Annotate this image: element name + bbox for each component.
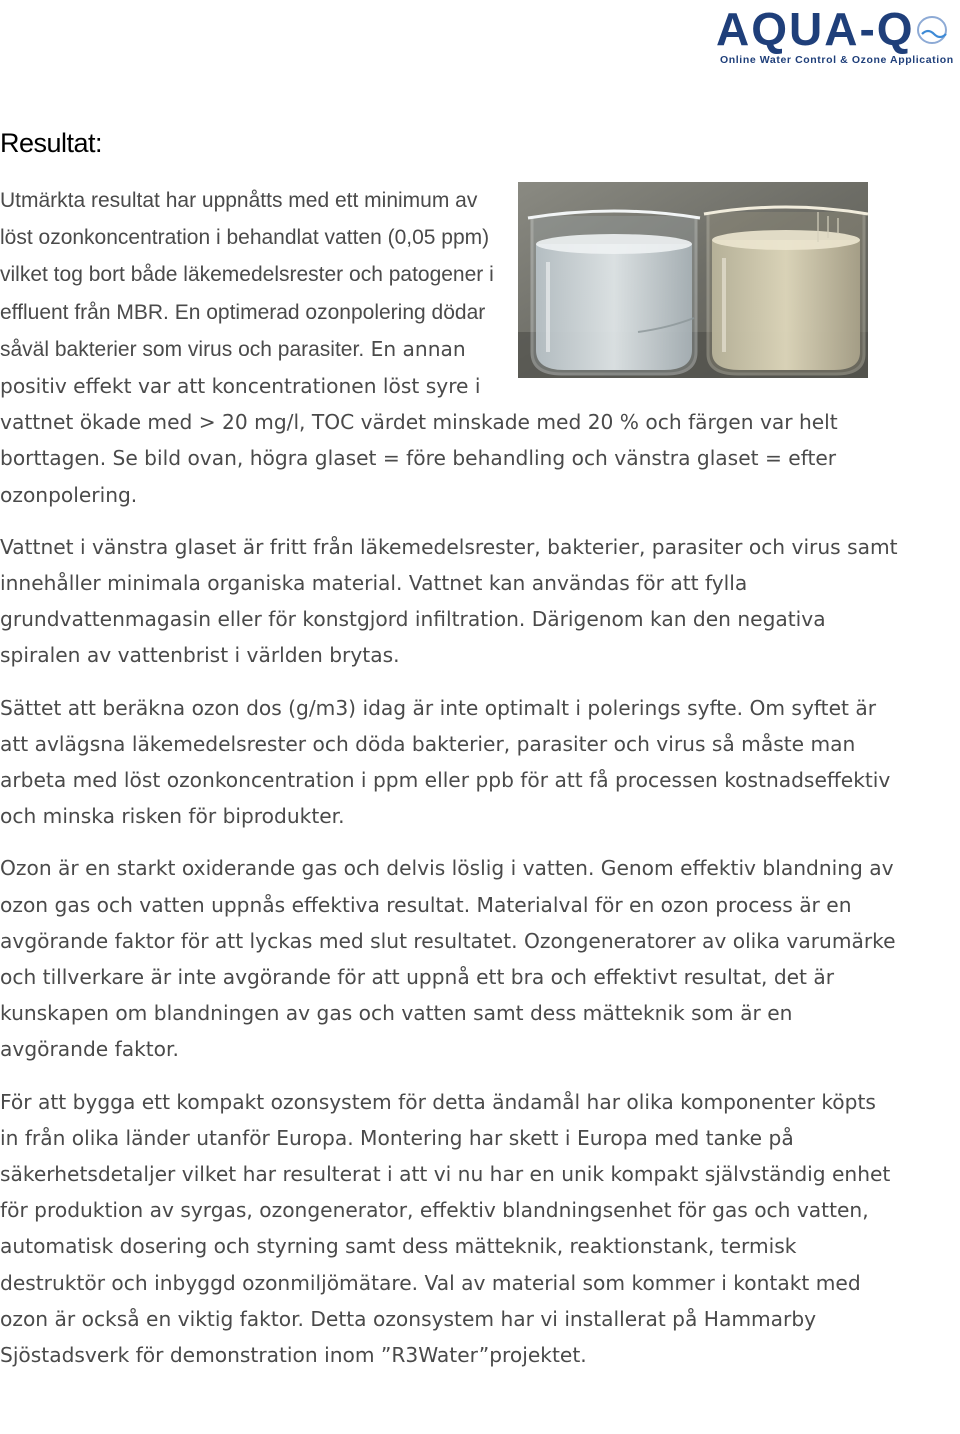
- paragraph-results: [0, 182, 900, 513]
- logo-tagline: Online Water Control & Ozone Application: [720, 54, 954, 66]
- aqua-q-logo: [716, 4, 956, 70]
- paragraph-compact-system: För att bygga ett kompakt ozonsystem för detta ändamål har olika komponenter köpts in från olika länder utanför Europa. Montering har skett i Europa med tanke på säkerhetsdetaljer vilket har resulterat i att vi nu har en unik kompakt självständig enhet för produktion av syrgas, ozongenerator, effektiv blandningsenhet för gas och vatten, automatisk dosering och styrning samt dess mätteknik, reaktionstank, termisk destruktör och inbyggd ozonmiljömätare. Val av material som kommer i kontakt med ozon är också en viktig faktor. Detta ozonsystem har vi installerat på Hammarby Sjöstadsverk för demonstration inom ”R3Water”projektet.: [0, 1089, 891, 1368]
- paragraph-ozone-dose: Sättet att beräkna ozon dos (g/m3) idag är inte optimalt i polerings syfte. Om syftet är att avlägsna läkemedelsrester och döda bakterier, parasiter och virus så måste man arbeta med löst ozonkoncentration i ppm eller ppb för att få processen kostnadseffektiv och minska risken för biprodukter.: [0, 695, 891, 829]
- page-heading: Resultat:: [0, 128, 103, 158]
- document-body: [0, 182, 900, 1373]
- results-intro-text: Utmärkta resultat har uppnåtts med ett minimum av löst ozonkoncentration i behandlat vatten (0,05 ppm) vilket tog bort både läkemedelsrester och patogener i effluent från MBR. En optimerad ozonpolering dödar såväl bakterier som virus och parasiter.: [0, 189, 494, 361]
- paragraph-water-quality: Vattnet i vänstra glaset är fritt från läkemedelsrester, bakterier, parasiter och virus samt innehåller minimala organiska material. Vattnet kan användas för att fylla grundvattenmagasin eller för konstgjord infiltration. Därigenom kan den negativa spiralen av vattenbrist i världen brytas.: [0, 534, 898, 668]
- results-continuation-text: En annan positiv effekt var att koncentrationen löst syre i vattnet ökade med > 20 mg/l, TOC värdet minskade med 20 % och färgen var helt borttagen. Se bild ovan, högra glaset = före behandling och vänstra glaset = efter ozonpolering.: [0, 336, 838, 507]
- beakers-photo: [518, 182, 868, 378]
- paragraph-mixing: Ozon är en starkt oxiderande gas och delvis löslig i vatten. Genom effektiv blandning av ozon gas och vatten uppnås effektiva resultat. Materialval för en ozon process är en avgörande faktor för att lyckas med slut resultatet. Ozongeneratorer av olika varumärke och tillverkare är inte avgörande för att uppnå ett bra och effektivt resultat, det är kunskapen om blandningen av gas och vatten samt dess mätteknik som är en avgörande faktor.: [0, 856, 896, 1062]
- logo-wordmark: AQUA-Q: [716, 3, 915, 55]
